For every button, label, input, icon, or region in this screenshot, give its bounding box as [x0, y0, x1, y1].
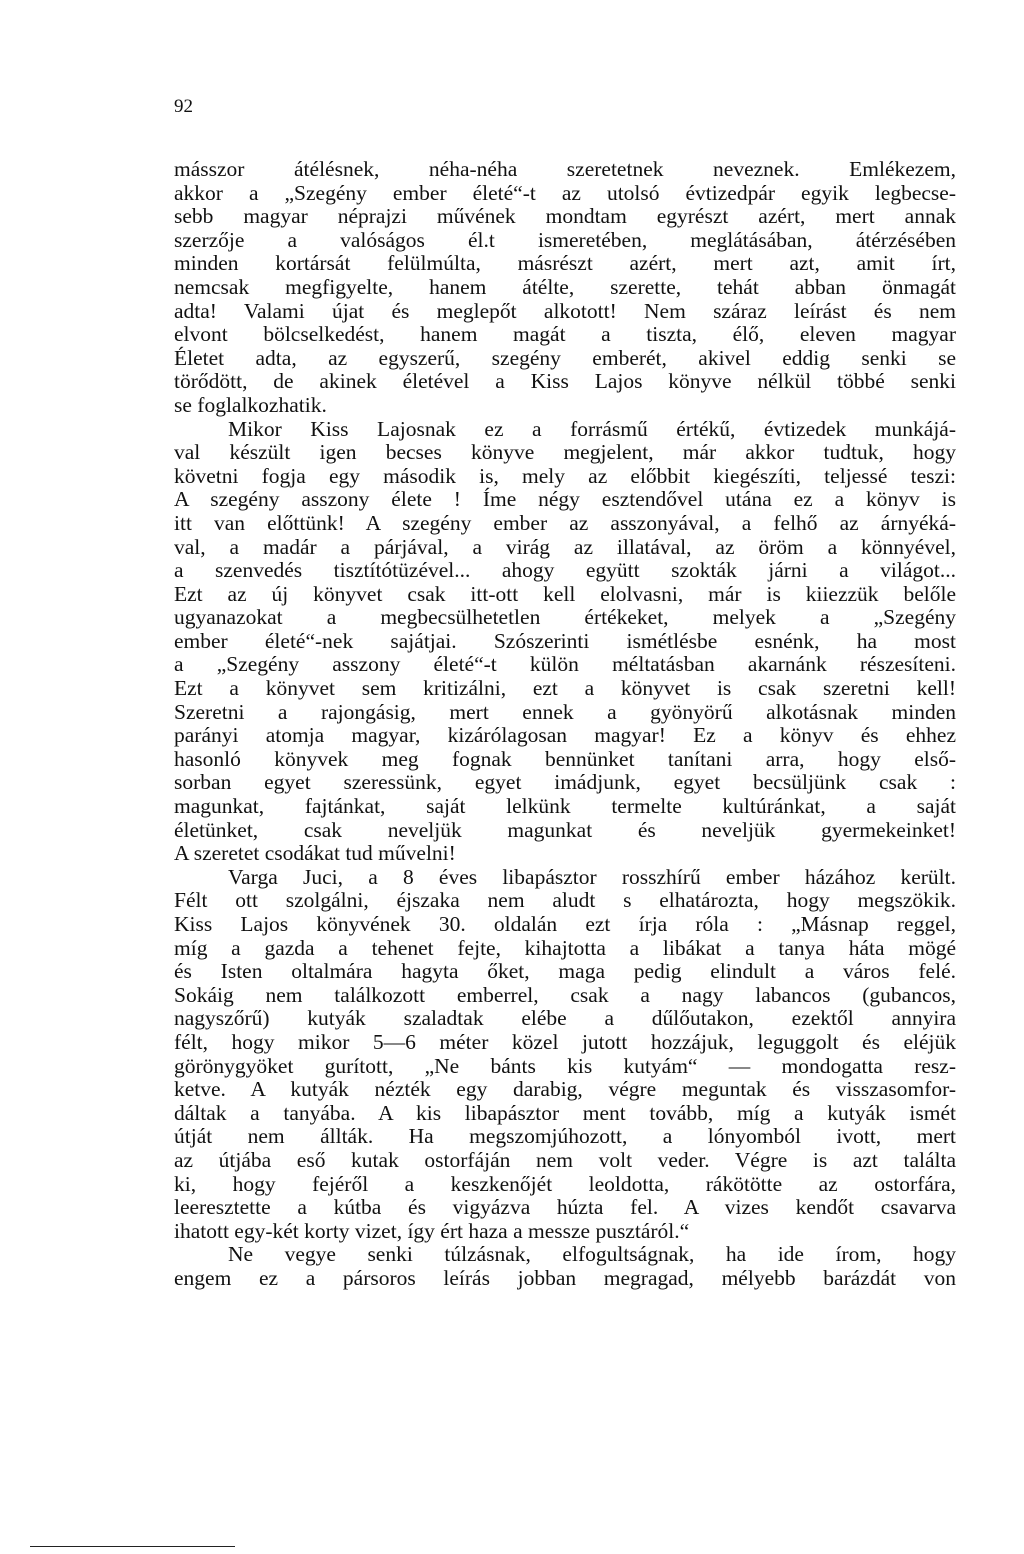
- text-line: életünket, csak neveljük magunkat és neveljük gyermekeinket!: [174, 817, 956, 842]
- text-line: sorban egyet szeressünk, egyet imádjunk, egyet becsüljünk csak :: [174, 770, 956, 795]
- text-line: ember életé“-nek sajátjai. Szószerinti ismétlésbe esnénk, ha most: [174, 628, 956, 653]
- text-line: magunkat, fajtánkat, saját lelkünk termelte kultúránkat, a saját: [174, 794, 956, 819]
- text-line: nemcsak megfigyelte, hanem átélte, szerette, tehát abban önmagát: [174, 274, 956, 299]
- text-line: leeresztette a kútba és vigyázva húzta fel. A vizes kendőt csavarva: [174, 1195, 956, 1220]
- text-line: Szeretni a rajongásig, mert ennek a gyönyörű alkotásnak minden: [174, 699, 956, 724]
- text-line: engem ez a pársoros leírás jobban megragad, mélyebb barázdát von: [174, 1265, 956, 1290]
- text-line: A szeretet csodákat tud művelni!: [174, 841, 456, 866]
- text-line: A szegény asszony élete ! Íme négy esztendővel utána ez a könyv is: [174, 487, 956, 512]
- text-line: és Isten oltalmára hagyta őket, maga pedig elindult a város felé.: [174, 959, 956, 984]
- text-line: ki, hogy fejéről a keszkenőjét leoldotta, rákötötte az ostorfára,: [174, 1171, 956, 1196]
- text-line: Ne vegye senki túlzásnak, elfogultságnak, ha ide írom, hogy: [228, 1242, 956, 1267]
- text-line: Ezt az új könyvet csak itt-ott kell elolvasni, már is kiiezzük belőle: [174, 581, 956, 606]
- page-number: 92: [174, 96, 193, 117]
- text-body: [174, 158, 956, 1291]
- text-line: Mikor Kiss Lajosnak ez a forrásmű értékű, évtizedek munkájá-: [228, 416, 956, 441]
- text-line: az útjába eső kutak ostorfáján nem volt veder. Végre is azt találta: [174, 1147, 956, 1172]
- text-line: Félt ott szolgálni, éjszaka nem aludt s elhatározta, hogy megszökik.: [174, 888, 956, 913]
- text-line: görönygyöket gurított, „Ne bánts kis kutyám“ — mondogatta resz-: [174, 1053, 956, 1078]
- text-line: törődött, de akinek életével a Kiss Lajos könyve nélkül többé senki: [174, 369, 956, 394]
- text-line: parányi atomja magyar, kizárólagosan magyar! Ez a könyv és ehhez: [174, 723, 956, 748]
- text-line: a „Szegény asszony életé“-t külön méltatásban akarnánk részesíteni.: [174, 652, 956, 677]
- text-line: elvont bölcselkedést, hanem magát a tiszta, élő, eleven magyar: [174, 322, 956, 347]
- text-line: ugyanazokat a megbecsülhetetlen értékeket, melyek a „Szegény: [174, 605, 956, 630]
- text-line: Kiss Lajos könyvének 30. oldalán ezt írja róla : „Másnap reggel,: [174, 912, 956, 936]
- text-line: ketve. A kutyák nézték egy darabig, végre meguntak és visszasomfor-: [174, 1077, 956, 1102]
- text-line: míg a gazda a tehenet fejte, kihajtotta a libákat a tanya háta mögé: [174, 935, 956, 960]
- text-line: itt van előttünk! A szegény ember az asszonyával, a felhő az árnyéká-: [174, 510, 956, 535]
- text-line: Életet adta, az egyszerű, szegény emberét, akivel eddig senki se: [174, 345, 956, 370]
- text-line: minden kortársát felülmúlta, másrészt azért, mert azt, amit írt,: [174, 251, 956, 276]
- text-line: hasonló könyvek meg fognak bennünket tanítani arra, hogy első-: [174, 746, 956, 771]
- text-line: Sokáig nem találkozott emberrel, csak a nagy labancos (gubancos,: [174, 982, 956, 1007]
- bottom-rule: [30, 1546, 235, 1547]
- text-line: dáltak a tanyába. A kis libapásztor ment tovább, míg a kutyák ismét: [174, 1100, 956, 1125]
- text-line: adta! Valami újat és meglepőt alkotott! Nem száraz leírást és nem: [174, 298, 956, 323]
- text-line: val készült igen becses könyve megjelent, már akkor tudtuk, hogy: [174, 440, 956, 465]
- text-line: ihatott egy-két korty vizet, így ért haza a messze pusztáról.“: [174, 1218, 690, 1243]
- text-line: val, a madár a párjával, a virág az illatával, az öröm a könnyével,: [174, 534, 956, 559]
- text-line: nagyszőrű) kutyák szaladtak elébe a dűlőutakon, ezektől annyira: [174, 1006, 956, 1031]
- text-line: sebb magyar néprajzi művének mondtam egyrészt azért, mert annak: [174, 204, 956, 229]
- text-line: akkor a „Szegény ember életé“-t az utolsó évtizedpár egyik legbecse-: [174, 180, 956, 205]
- text-line: Ezt a könyvet sem kritizálni, ezt a könyvet is csak szeretni kell!: [174, 676, 956, 701]
- text-line: követni fogja egy második is, mely az előbbit kiegészíti, teljessé teszi:: [174, 463, 956, 488]
- text-line: útját nem állták. Ha megszomjúhozott, a lónyomból ivott, mert: [174, 1124, 956, 1149]
- text-line: Varga Juci, a 8 éves libapásztor rosszhírű ember házához került.: [228, 864, 956, 889]
- text-line: félt, hogy mikor 5—6 méter közel jutott hozzájuk, leguggolt és eléjük: [174, 1029, 956, 1054]
- text-line: szerzője a valóságos él.t ismeretében, meglátásában, átérzésében: [174, 227, 956, 252]
- text-line: másszor átélésnek, néha-néha szeretetnek neveznek. Emlékezem,: [174, 157, 956, 181]
- text-line: se foglalkozhatik.: [174, 392, 327, 417]
- text-line: a szenvedés tisztítótüzével... ahogy együtt szokták járni a világot...: [174, 558, 956, 583]
